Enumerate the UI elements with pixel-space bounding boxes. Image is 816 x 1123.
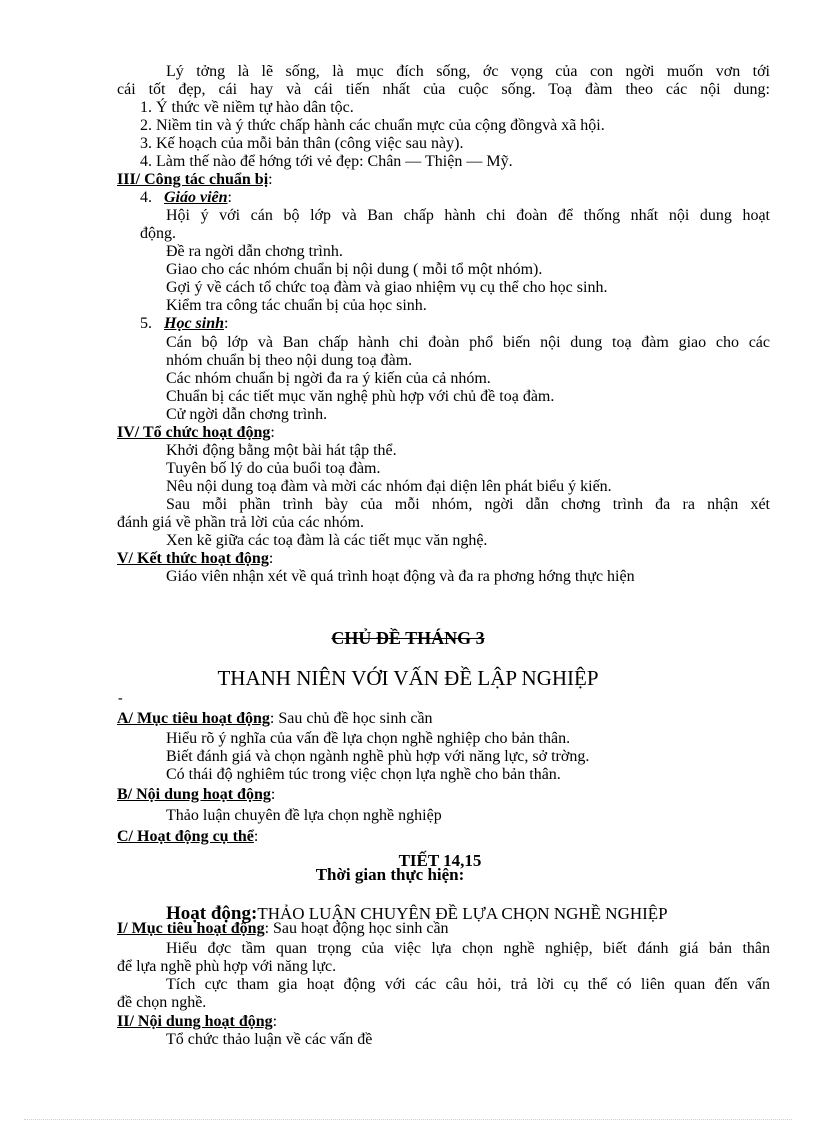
student-line: Chuẩn bị các tiết mục văn nghệ phù hợp với chủ đề toạ đàm. xyxy=(166,388,555,405)
list-item: 4. Làm thế nào để hớng tới vẻ đẹp: Chân — Thiện — Mỹ. xyxy=(140,153,513,170)
section-heading-ii-label: II/ Nội dung hoạt động xyxy=(117,1013,273,1030)
section-heading-c-label: C/ Hoạt động cụ thể xyxy=(117,828,254,845)
student-line: Cử ngời dẫn chơng trình. xyxy=(166,406,328,423)
heading-colon: : xyxy=(264,920,270,937)
lesson-time: Thời gian thực hiện: xyxy=(315,865,465,884)
section-a-tail: Sau chủ đề học sinh cần xyxy=(274,710,433,727)
topic-title: THANH NIÊN VỚI VẤN ĐỀ LẬP NGHIỆP xyxy=(217,666,599,690)
goal-line: Hiểu rõ ý nghĩa của vấn đề lựa chọn nghề nghiệp cho bản thân. xyxy=(166,730,571,747)
heading-colon: : xyxy=(268,171,273,188)
activity-line: Sau mỗi phần trình bày của mỗi nhóm, ngời dẫn chơng trình đa ra nhận xét xyxy=(166,496,770,513)
page-bottom-rule xyxy=(24,1119,792,1120)
section-heading-iv-label: IV/ Tổ chức hoạt động xyxy=(117,424,271,441)
student-subheading xyxy=(140,315,228,333)
section-heading-v-label: V/ Kết thức hoạt động xyxy=(117,550,269,567)
heading-colon: : xyxy=(253,828,259,845)
teacher-line: Giao cho các nhóm chuẩn bị nội dung ( mỗi tổ một nhóm). xyxy=(166,261,543,278)
section-heading-iii-label: III/ Công tác chuẩn bị xyxy=(117,171,269,188)
heading-colon: : xyxy=(270,786,276,803)
student-label: Học sinh xyxy=(164,315,225,332)
heading-colon: : xyxy=(268,550,274,567)
student-number: 5. xyxy=(140,315,152,332)
section-heading-i-label: I/ Mục tiêu hoạt động xyxy=(117,920,265,937)
intro-line-1: Lý tởng là lẽ sống, là mục đích sống, ớc vọng của con ngời muốn vơn tới xyxy=(166,63,770,80)
student-colon: : xyxy=(224,315,229,332)
teacher-line: động. xyxy=(140,225,176,242)
list-item: 1. Ý thức về niềm tự hào dân tộc. xyxy=(140,99,354,116)
objective-line: Hiểu đợc tầm quan trọng của việc lựa chọn nghề nghiệp, biết đánh giá bản thân xyxy=(166,940,770,957)
lesson-number: TIẾT 14,15 xyxy=(398,851,482,870)
month-topic: CHỦ ĐỀ THÁNG 3 xyxy=(331,628,485,648)
section-heading-a-label: A/ Mục tiêu hoạt động xyxy=(117,710,270,727)
heading-colon: : xyxy=(270,424,275,441)
objective-line: Tích cực tham gia hoạt động với các câu hỏi, trả lời cụ thể có liên quan đến vấn xyxy=(166,976,770,993)
objective-line: để lựa nghề phù hợp với năng lực. xyxy=(117,958,337,975)
list-item: 2. Niềm tin và ý thức chấp hành các chuẩn mực của cộng đồngvà xã hội. xyxy=(140,117,605,134)
teacher-label: Giáo viên xyxy=(164,189,228,206)
section-heading-ii xyxy=(117,1013,277,1031)
activity-line: Xen kẽ giữa các toạ đàm là các tiết mục văn nghệ. xyxy=(166,532,488,549)
activity-line: đánh giá về phần trả lời của các nhóm. xyxy=(117,514,365,531)
section-heading-c xyxy=(117,828,258,846)
teacher-line: Kiểm tra công tác chuẩn bị của học sinh. xyxy=(166,297,427,314)
list-item: 3. Kế hoạch của mỗi bản thân (công việc sau này). xyxy=(140,135,464,152)
teacher-line: Đề ra ngời dẫn chơng trình. xyxy=(166,243,343,260)
activity-title: THẢO LUẬN CHUYÊN ĐỀ LỰA CHỌN NGHỀ NGHIỆP xyxy=(257,904,668,923)
content-line: Thảo luận chuyên đề lựa chọn nghề nghiệp xyxy=(166,807,442,824)
goal-line: Có thái độ nghiêm túc trong việc chọn lựa nghề cho bản thân. xyxy=(166,766,561,783)
student-line: Cán bộ lớp và Ban chấp hành chi đoàn phổ biến nội dung toạ đàm giao cho các xyxy=(166,334,770,351)
activity-line: Nêu nội dung toạ đàm và mời các nhóm đại diện lên phát biểu ý kiến. xyxy=(166,478,612,495)
activity-label: Hoạt động: xyxy=(166,903,258,924)
heading-colon: : xyxy=(272,1013,278,1030)
section-heading-a xyxy=(117,710,433,728)
student-line: Các nhóm chuẩn bị ngời đa ra ý kiến của cả nhóm. xyxy=(166,370,491,387)
activity-line: Khởi động bằng một bài hát tập thể. xyxy=(166,442,397,459)
section-heading-iv xyxy=(117,424,275,442)
heading-colon: : xyxy=(269,710,275,727)
student-line: nhóm chuẩn bị theo nội dung toạ đàm. xyxy=(166,352,413,369)
teacher-subheading xyxy=(140,189,232,207)
section-heading-iii xyxy=(117,171,273,189)
section-heading-b-label: B/ Nội dung hoạt động xyxy=(117,786,271,803)
section-i-tail: Sau hoạt động học sinh cần xyxy=(269,920,449,937)
objective-line: đề chọn nghề. xyxy=(117,994,207,1011)
activity-line: Tuyên bố lý do của buổi toạ đàm. xyxy=(166,460,381,477)
teacher-line: Gợi ý về cách tổ chức toạ đàm và giao nhiệm vụ cụ thể cho học sinh. xyxy=(166,279,608,296)
discussion-line: Tổ chức thảo luận về các vấn đề xyxy=(166,1031,373,1048)
conclusion-line: Giáo viên nhận xét về quá trình hoạt động và đa ra phơng hớng thực hiện xyxy=(166,568,635,585)
section-heading-i xyxy=(117,920,449,938)
intro-line-2: cái tốt đẹp, cái hay và cái tiến nhất của cuộc sống. Toạ đàm theo các nội dung: xyxy=(117,81,770,98)
section-heading-b xyxy=(117,786,275,804)
teacher-number: 4. xyxy=(140,189,152,206)
stray-mark: - xyxy=(118,691,123,706)
section-heading-v xyxy=(117,550,273,568)
teacher-line: Hội ý với cán bộ lớp và Ban chấp hành chi đoàn để thống nhất nội dung hoạt xyxy=(166,207,770,224)
teacher-colon: : xyxy=(227,189,232,206)
goal-line: Biết đánh giá và chọn ngành nghề phù hợp với năng lực, sở trờng. xyxy=(166,748,590,765)
